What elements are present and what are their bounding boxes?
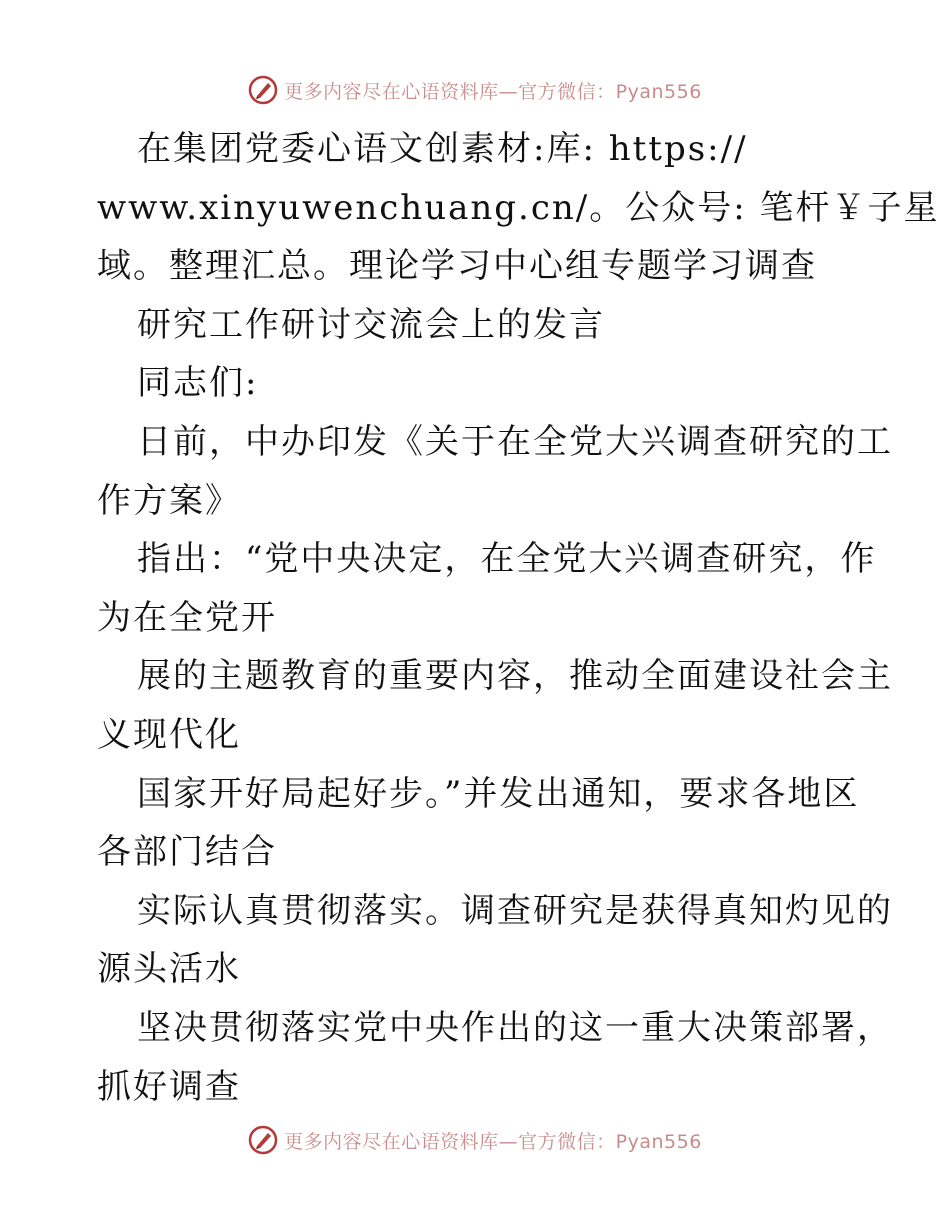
document-body	[97, 120, 940, 1116]
text-line: 同志们:	[137, 363, 259, 404]
text-line: 展的主题教育的重要内容，推动全面建设社会主	[137, 656, 893, 697]
text-line: 作方案》	[97, 480, 241, 521]
text-line: 国家开好局起好步。”并发出通知，要求各地区	[137, 773, 860, 814]
text-line: 义现代化	[97, 714, 241, 755]
watermark-text: 更多内容尽在心语资料库—官方微信：Pyan556	[284, 80, 702, 103]
text-line: 域。整理汇总。理论学习中心组专题学习调查	[97, 246, 817, 287]
text-line: 各部门结合	[97, 832, 277, 873]
header-watermark	[0, 70, 950, 110]
watermark-text: 更多内容尽在心语资料库—官方微信：Pyan556	[284, 1130, 702, 1153]
footer-watermark	[0, 1120, 950, 1160]
text-line: 坚决贯彻落实党中央作出的这一重大决策部署，	[137, 1007, 893, 1048]
text-line: 为在全党开	[97, 597, 277, 638]
text-line: 研究工作研讨交流会上的发言	[137, 304, 605, 345]
text-line: www.xinyuwenchuang.cn/。公众号: 笔杆￥子星	[97, 187, 940, 228]
text-line: 指出：“党中央决定，在全党大兴调查研究，作	[137, 539, 877, 580]
pen-seal-icon	[248, 1125, 278, 1155]
text-line: 在集团党委心语文创素材:库: https://	[137, 129, 748, 169]
pen-seal-icon	[248, 75, 278, 105]
text-line: 源头活水	[97, 949, 241, 990]
text-line: 日前，中办印发《关于在全党大兴调查研究的工	[137, 421, 893, 462]
text-line: 抓好调查	[97, 1066, 241, 1107]
text-line: 实际认真贯彻落实。调查研究是获得真知灼见的	[137, 890, 893, 931]
